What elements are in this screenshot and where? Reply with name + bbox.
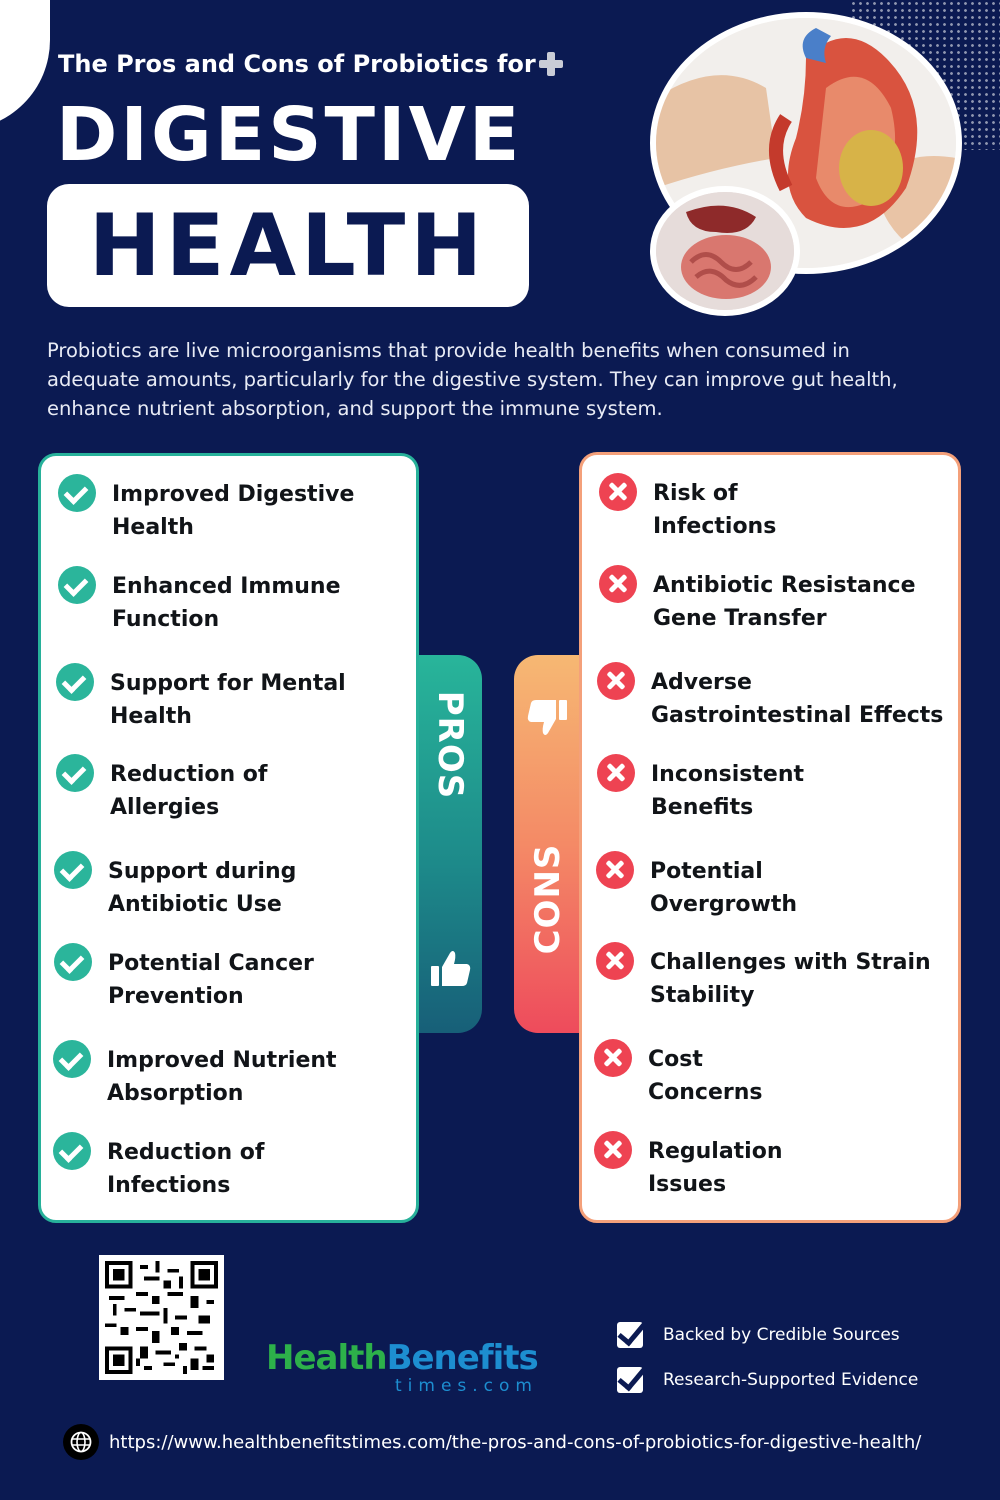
check-circle-icon [58, 566, 96, 604]
cons-item [599, 477, 776, 543]
x-circle-icon [594, 1131, 632, 1169]
source-url-row[interactable] [63, 1424, 921, 1460]
cons-item [594, 1135, 783, 1201]
pros-tab-label: PROS [430, 690, 470, 800]
badge-research-evidence [617, 1367, 918, 1393]
check-circle-icon [56, 754, 94, 792]
cons-item [594, 1043, 763, 1109]
pros-item [56, 667, 346, 733]
pros-item [53, 1136, 265, 1202]
check-circle-icon [54, 943, 92, 981]
badge-text: Research-Supported Evidence [663, 1370, 919, 1390]
pros-item-text: Improved Digestive Health [112, 482, 355, 540]
cons-tab [514, 655, 580, 1033]
cons-item [596, 855, 797, 921]
cons-item-text: Regulation Issues [648, 1139, 783, 1197]
globe-icon [63, 1424, 99, 1460]
pros-item-text: Reduction of Infections [107, 1140, 265, 1198]
x-circle-icon [597, 662, 635, 700]
intro-paragraph: Probiotics are live microorganisms that provide health benefits when consumed in adequate amounts, particularly for the digestive system. They can improve gut health, enhance nutrient absorption, and support the immune system. [47, 339, 898, 420]
x-circle-icon [596, 851, 634, 889]
pros-item [56, 758, 268, 824]
check-circle-icon [58, 474, 96, 512]
cons-item-text: Cost Concerns [648, 1047, 763, 1105]
pros-item-text: Support during Antibiotic Use [108, 859, 297, 917]
title-digestive: DIGESTIVE [56, 92, 523, 178]
check-box-icon [617, 1367, 643, 1393]
source-url-link[interactable]: https://www.healthbenefitstimes.com/the-pros-and-cons-of-probiotics-for-digestive-health/ [109, 1431, 922, 1453]
pros-item-text: Enhanced Immune Function [112, 574, 341, 632]
cons-item-text: Potential Overgrowth [650, 859, 798, 917]
x-circle-icon [594, 1039, 632, 1077]
subtitle-text: The Pros and Cons of Probiotics for [58, 50, 536, 78]
cons-item-text: Adverse Gastrointestinal Effects [651, 670, 944, 728]
qr-code[interactable] [99, 1255, 224, 1380]
x-circle-icon [597, 754, 635, 792]
cons-item [597, 666, 943, 732]
cons-item-text: Challenges with Strain Stability [650, 950, 931, 1008]
plus-icon [538, 51, 564, 77]
pros-item-text: Potential Cancer Prevention [108, 951, 314, 1009]
corner-decoration [0, 0, 50, 130]
pros-item-text: Improved Nutrient Absorption [107, 1048, 337, 1106]
pros-item [54, 855, 296, 921]
healthbenefits-logo: HealthBenefits [266, 1338, 538, 1378]
cons-tab-label: CONS [528, 843, 568, 955]
x-circle-icon [596, 942, 634, 980]
badge-text: Backed by Credible Sources [663, 1325, 900, 1345]
pros-item-text: Reduction of Allergies [110, 762, 268, 820]
cons-item [596, 946, 931, 1012]
badge-credible-sources [617, 1322, 900, 1348]
thumbs-down-icon [525, 697, 569, 737]
x-circle-icon [599, 565, 637, 603]
pros-item [54, 947, 314, 1013]
check-circle-icon [53, 1132, 91, 1170]
cons-item [599, 569, 916, 635]
pros-tab [419, 655, 482, 1033]
intestine-photo [650, 186, 800, 316]
check-circle-icon [56, 663, 94, 701]
check-circle-icon [54, 851, 92, 889]
cons-item-text: Antibiotic Resistance Gene Transfer [653, 573, 916, 631]
cons-item-text: Inconsistent Benefits [651, 762, 805, 820]
pros-item [53, 1044, 337, 1110]
header-subtitle [58, 50, 564, 78]
check-box-icon [617, 1322, 643, 1348]
pros-item [58, 570, 341, 636]
pros-item [58, 478, 354, 544]
logo-subtext: times.com [395, 1376, 538, 1396]
cons-item [597, 758, 804, 824]
title-health-box [47, 184, 529, 307]
cons-item-text: Risk of Infections [653, 481, 777, 539]
thumbs-up-icon [429, 949, 473, 989]
pros-item-text: Support for Mental Health [110, 671, 346, 729]
x-circle-icon [599, 473, 637, 511]
check-circle-icon [53, 1040, 91, 1078]
title-health: HEALTH [88, 195, 488, 296]
